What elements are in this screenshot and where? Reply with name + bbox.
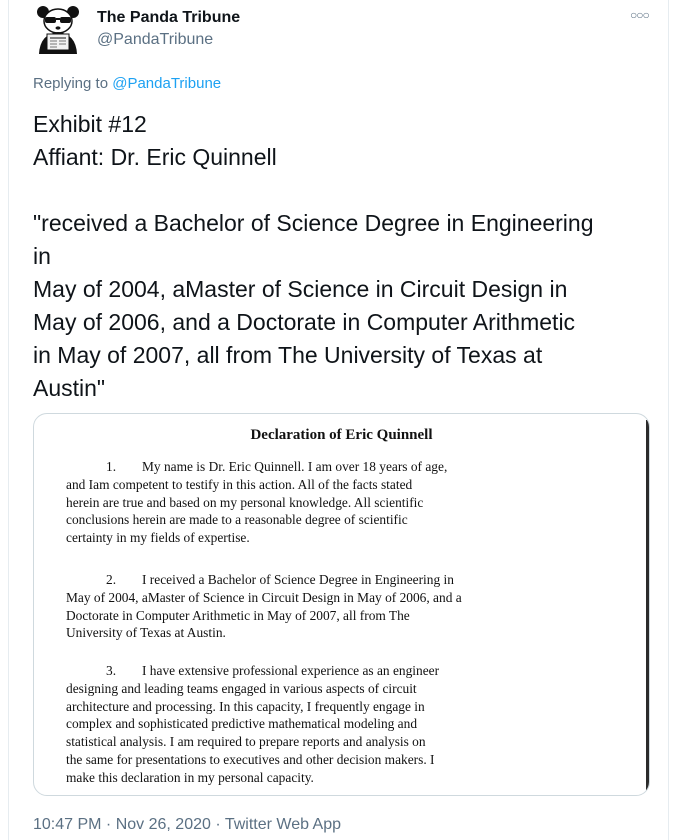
paragraph-line: certainty in my fields of expertise. (66, 530, 250, 546)
tweet-text-line: in (33, 243, 51, 269)
document-paragraph (66, 662, 596, 787)
paragraph-line: I received a Bachelor of Science Degree in Engineering in (142, 572, 454, 587)
paragraph-line: architecture and processing. In this capacity, I frequently engage in (66, 698, 425, 714)
paragraph-line: designing and leading teams engaged in various aspects of circuit (66, 680, 417, 696)
document-paragraph (66, 571, 596, 642)
paragraph-line: conclusions herein are made to a reasonable degree of scientific (66, 512, 408, 528)
paragraph-line: herein are true and based on my personal knowledge. All scientific (66, 494, 424, 510)
document-page-edge (646, 420, 649, 792)
paragraph-number: 2. (106, 572, 117, 587)
paragraph-line: the same for presentations to executives and other decision makers. I (66, 751, 435, 767)
tweet-text-line: in May of 2007, all from The University of Texas at (33, 342, 543, 368)
paragraph-line: May of 2004, aMaster of Science in Circuit Design in May of 2006, and a (66, 589, 462, 605)
paragraph-line: I have extensive professional experience as an engineer (142, 663, 440, 678)
paragraph-line: complex and sophisticated predictive mathematical modeling and (66, 716, 418, 732)
replying-prefix: Replying to (33, 75, 109, 92)
paragraph-line: My name is Dr. Eric Quinnell. I am over 18 years of age, (142, 459, 448, 474)
tweet-text-line (33, 174, 643, 207)
tweet-text-line: May of 2006, and a Doctorate in Computer Arithmetic (33, 309, 576, 335)
paragraph-line: University of Texas at Austin. (66, 625, 226, 641)
paragraph-line: statistical analysis. I am required to prepare reports and analysis on (66, 734, 426, 750)
tweet-text-line: "received a Bachelor of Science Degree in Engineering (33, 210, 594, 236)
timeline-border-right (668, 0, 669, 840)
paragraph-line: make this declaration in my personal capacity. (66, 769, 314, 785)
display-name[interactable]: The Panda Tribune (97, 9, 241, 26)
more-options-icon[interactable]: ○○○ (630, 8, 649, 22)
replying-mention-link[interactable]: @PandaTribune (112, 75, 222, 92)
document-title: Declaration of Eric Quinnell (250, 427, 433, 443)
paragraph-number: 3. (106, 663, 117, 678)
paragraph-number: 1. (106, 459, 117, 474)
tweet-timestamp[interactable]: 10:47 PM · Nov 26, 2020 · Twitter Web App (33, 816, 342, 833)
tweet-text (33, 108, 643, 405)
tweet-text-line: Exhibit #12 (33, 111, 147, 137)
paragraph-line: Doctorate in Computer Arithmetic in May of 2007, all from The (66, 607, 410, 623)
tweet-image[interactable] (33, 413, 650, 796)
panda-avatar-icon (33, 4, 83, 54)
tweet-text-line: Affiant: Dr. Eric Quinnell (33, 144, 277, 170)
tweet-text-line: May of 2004, aMaster of Science in Circuit Design in (33, 276, 568, 302)
tweet-text-line: Austin" (33, 375, 106, 401)
replying-to (33, 75, 221, 92)
timeline-border-left (8, 0, 9, 840)
document-paragraph (66, 458, 596, 547)
avatar[interactable] (33, 4, 83, 54)
paragraph-line: and Iam competent to testify in this action. All of the facts stated (66, 476, 413, 492)
user-handle[interactable]: @PandaTribune (97, 31, 214, 48)
